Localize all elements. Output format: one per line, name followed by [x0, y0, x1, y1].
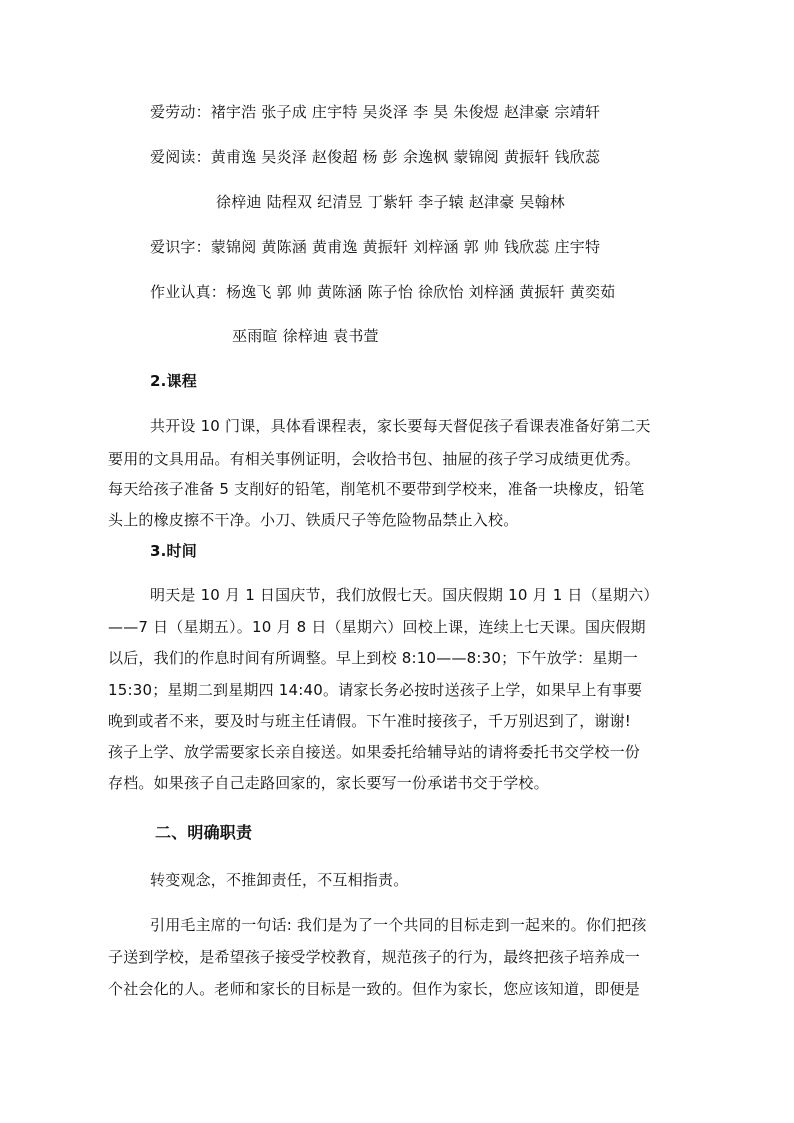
award-labor-line: 爱劳动：褚宇浩 张子成 庄宇特 吴炎泽 李 昊 朱俊煜 赵津豪 宗靖轩	[150, 103, 601, 121]
award-reading-line-continued: 徐梓迪 陆程双 纪清昱 丁紫轩 李子辕 赵津豪 吴翰林	[216, 193, 566, 211]
responsibility-paragraph-1: 转变观念，不推卸责任，不互相指责。	[150, 871, 409, 889]
quote-paragraph-line-1: 引用毛主席的一句话: 我们是为了一个共同的目标走到一起来的。你们把孩	[150, 916, 647, 934]
quote-paragraph-line-3: 个社会化的人。老师和家长的目标是一致的。但作为家长，您应该知道，即便是	[108, 980, 641, 998]
award-reading-line: 爱阅读：黄甫逸 吴炎泽 赵俊超 杨 彭 余逸枫 蒙锦阅 黄振轩 钱欣蕊	[150, 148, 601, 166]
courses-paragraph-line-3: 每天给孩子准备 5 支削好的铅笔，削笔机不要带到学校来，准备一块橡皮，铅笔	[108, 480, 645, 498]
time-paragraph-line-1: 明天是 10 月 1 日国庆节，我们放假七天。国庆假期 10 月 1 日（星期六）	[150, 586, 659, 604]
quote-paragraph-line-2: 子送到学校，是希望孩子接受学校教育，规范孩子的行为，最终把孩子培养成一	[108, 948, 641, 966]
section-heading-responsibilities: 二、明确职责	[155, 823, 253, 842]
time-paragraph-line-3: 以后，我们的作息时间有所调整。早上到校 8:10——8:30；下午放学：星期一	[108, 649, 638, 667]
time-paragraph-line-4: 15:30；星期二到星期四 14:40。请家长务必按时送孩子上学，如果早上有事要	[108, 681, 643, 699]
courses-paragraph-line-4: 头上的橡皮擦不干净。小刀、铁质尺子等危险物品禁止入校。	[108, 511, 519, 529]
award-homework-line-continued: 巫雨暄 徐梓迪 袁书萱	[232, 327, 379, 345]
time-paragraph-line-2: ——7 日（星期五）。10 月 8 日（星期六）回校上课，连续上七天课。国庆假期	[108, 618, 646, 636]
award-homework-line: 作业认真：杨逸飞 郭 帅 黄陈涵 陈子怡 徐欣怡 刘梓涵 黄振轩 黄奕茹	[150, 283, 616, 301]
section-heading-time: 3.时间	[150, 542, 197, 560]
section-heading-courses: 2.课程	[150, 372, 197, 390]
time-paragraph-line-6: 孩子上学、放学需要家长亲自接送。如果委托给辅导站的请将委托书交学校一份	[108, 743, 641, 761]
time-paragraph-line-5: 晚到或者不来，要及时与班主任请假。下午准时接孩子，千万别迟到了，谢谢!	[108, 712, 632, 730]
award-literacy-line: 爱识字：蒙锦阅 黄陈涵 黄甫逸 黄振轩 刘梓涵 郭 帅 钱欣蕊 庄宇特	[150, 238, 601, 256]
courses-paragraph-line-2-aligned: 要用的文具用品。有相关事例证明，会收拾书包、抽屉的孩子学习成绩更优秀。	[108, 450, 641, 468]
courses-paragraph-line-1: 共开设 10 门课，具体看课程表，家长要每天督促孩子看课表准备好第二天	[150, 417, 651, 435]
time-paragraph-line-7: 存档。如果孩子自己走路回家的，家长要写一份承诺书交于学校。	[108, 774, 549, 792]
